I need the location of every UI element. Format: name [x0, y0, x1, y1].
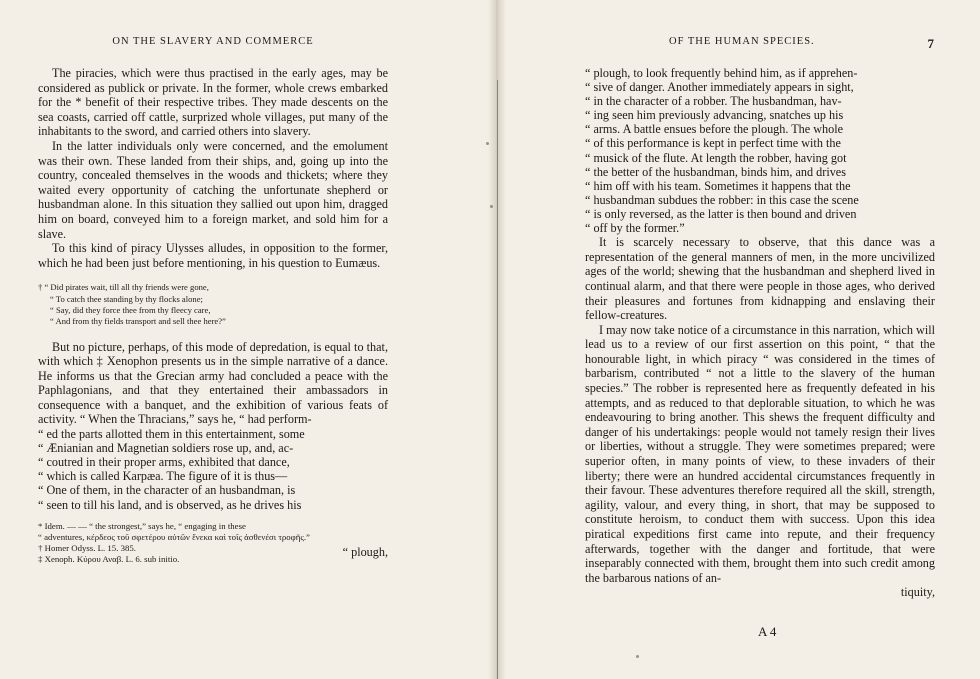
right-running-head-text: OF THE HUMAN SPECIES.: [669, 36, 815, 47]
left-catchword: “ plough,: [342, 544, 388, 559]
right-running-head: [585, 36, 935, 52]
quote-line: “ coutred in their proper arms, exhibited that dance,: [38, 455, 290, 470]
paper-speck: [490, 205, 493, 208]
quote-line: “ him off with his team. Sometimes it happens that the: [585, 178, 851, 193]
left-running-head-text: ON THE SLAVERY AND COMMERCE: [112, 36, 314, 47]
page-number: 7: [927, 36, 935, 51]
verse-line: “ To catch thee standing by thy flocks alone;: [50, 293, 203, 304]
quote-line: “ One of them, in the character of an husbandman, is: [38, 483, 296, 498]
left-paragraph-2: In the latter individuals only were concerned, and the emolument was their own. These landed from their ships, and, going up into the country, concealed themselves in the woods and thickets; where they waited every opportunity of catching the unfortunate shepherd or husbandman alone. In this situation they sallied out upon him, dragged him on board, conveyed him to a foreign market, and sold him for a slave.: [38, 138, 388, 241]
quote-line: “ of this performance is kept in perfect time with the: [585, 136, 841, 151]
quote-line: “ husbandman subdues the robber: in this case the scene: [585, 192, 859, 207]
paper-speck: [486, 142, 489, 145]
right-page: [585, 36, 935, 600]
gutter-fold-line: [497, 80, 498, 679]
left-paragraph-3: To this kind of piracy Ulysses alludes, in opposition to the former, which he had been just before mentioning, in his question to Eumæus.: [38, 241, 388, 270]
footnote-line: † Homer Odyss. L. 15. 385.: [38, 542, 136, 553]
homer-verse: [38, 282, 388, 327]
quote-line: “ sive of danger. Another immediately appears in sight,: [585, 80, 854, 95]
quote-line: “ is only reversed, as the latter is then bound and driven: [585, 206, 857, 221]
left-running-head: [38, 36, 388, 52]
quote-line: “ the better of the husbandman, binds him, and drives: [585, 164, 846, 179]
left-paragraph-1: The piracies, which were thus practised in the early ages, may be considered as publick or private. In the former, whole crews embarked for the * benefit of their respective tribes. They made descents on the sea coasts, carried off cattle, surprized whole villages, put many of the inhabitants to the sword, and carried others into slavery.: [38, 66, 388, 139]
paper-speck: [636, 655, 639, 658]
quote-line: “ musick of the flute. At length the robber, having got: [585, 150, 847, 165]
right-catchword: tiquity,: [900, 585, 935, 600]
right-paragraph-2: I may now take notice of a circumstance in this narration, which will lead us to a review of our first assertion on this point, “ that the honourable light, in which piracy “ was considered in the times of barbarism, contributed “ not a little to the slavery of the human species.” The robber is represented here as frequently defeated in his attempts, and as reduced to that deplorable situation, to which he was endeavouring to bring another. This shews the frequent difficulty and danger of his undertakings: people would not tamely resign their lives or liberties, without a struggle. They were sometimes prepared; were superior often, in many points of view, to these invaders of their liberty; there were an hundred accidental circumstances frequently in their favour. These adventures therefore required all the skill, strength, agility, valour, and every thing, in short, that may be supposed to constitute heroism, to conduct them with success. Upon this idea piratical expeditions first came into repute, and their frequency afterwards, together with the danger and fortitude, that were inseparably connected with them, brought them into such credit among the barbarous nations of an-: [585, 322, 935, 585]
quote-line: “ seen to till his land, and is observed, as he drives his: [38, 497, 302, 512]
quote-line: “ Ænianian and Magnetian soldiers rose up, and, ac-: [38, 441, 294, 456]
quote-line: “ plough, to look frequently behind him, as if apprehen-: [585, 66, 858, 80]
signature-mark: A 4: [758, 624, 777, 639]
right-paragraph-1: It is scarcely necessary to observe, that this dance was a representation of the general manners of men, in the more uncivilized ages of the world; shewing that the husbandman and shepherd lived in continual alarm, and that there were people in those ages, who derived their pleasures and fortunes from kidnapping and enslaving their fellow-creatures.: [585, 235, 935, 323]
left-quote-block: [38, 427, 388, 512]
footnote-line: “ adventures, κέρδεος τοῦ σφετέρου αὐτῶν ἕνεκα καὶ τοῖς ἀσθενέσι τροφῆς.”: [38, 531, 310, 542]
left-paragraph-4: But no picture, perhaps, of this mode of depredation, is equal to that, with which ‡ Xenophon presents us in the simple narrative of a dance. He informs us that the Grecian army had concluded a peace with the Paphlagonians, and that they entertained their ambassadors in consequence with a banquet, and the exhibition of various feats of activity. “ When the Thracians,” says he, “ had perform-: [38, 339, 388, 427]
quote-line: “ in the character of a robber. The husbandman, hav-: [585, 94, 842, 109]
quote-line: “ ing seen him previously advancing, snatches up his: [585, 108, 844, 123]
quote-line: “ off by the former.”: [585, 221, 685, 236]
footnote-line: ‡ Xenoph. Κύρου Αναβ. L. 6. sub initio.: [38, 553, 180, 564]
quote-line: “ which is called Karpæa. The figure of it is thus—: [38, 469, 288, 484]
right-quote-block: [585, 66, 935, 235]
verse-line: “ And from thy fields transport and sell thee here?”: [50, 316, 226, 327]
quote-line: “ arms. A battle ensues before the plough. The whole: [585, 122, 844, 137]
quote-line: “ ed the parts allotted them in this entertainment, some: [38, 427, 305, 442]
left-page: [38, 36, 388, 564]
footnote-line: * Idem. — — “ the strongest,” says he, “ engaging in these: [38, 520, 246, 531]
verse-line: † “ Did pirates wait, till all thy friends were gone,: [38, 282, 209, 293]
verse-line: “ Say, did they force thee from thy fleecy care,: [50, 304, 211, 315]
